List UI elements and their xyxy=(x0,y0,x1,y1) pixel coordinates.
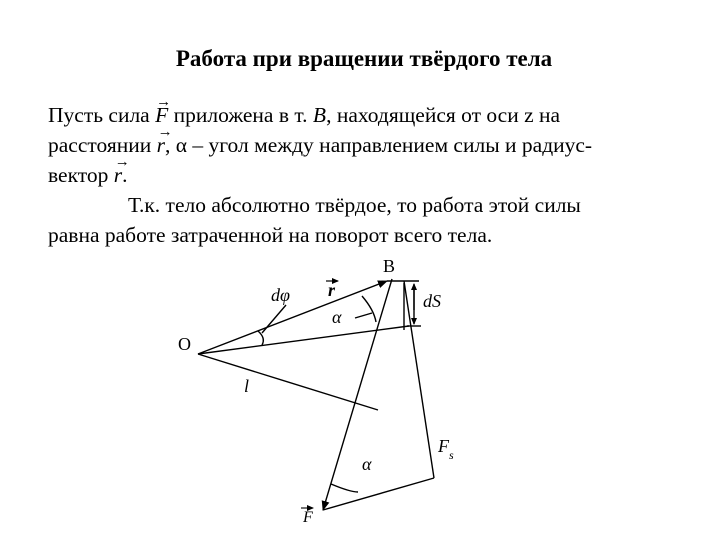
svg-text:F: F xyxy=(303,509,313,526)
radius-vector-symbol: → r xyxy=(157,130,165,160)
lever-arm-label: l xyxy=(244,376,250,396)
point-b-symbol: B xyxy=(312,103,327,127)
text-fragment: , находящейся от оси z на xyxy=(326,103,561,127)
point-o-label: O xyxy=(178,334,191,354)
point-b-label: B xyxy=(383,256,396,276)
slide-title: Работа при вращении твёрдого тела xyxy=(175,46,553,71)
svg-text:F: F xyxy=(438,436,449,456)
text-fragment: , α – угол между направлением силы и радиус- xyxy=(165,133,593,157)
dphi-label: dφ xyxy=(271,285,290,305)
svg-text:s: s xyxy=(449,448,454,462)
text-fragment: вектор xyxy=(48,163,114,187)
text-fragment: приложена в т. xyxy=(168,103,313,127)
alpha-bottom-label: α xyxy=(362,454,372,474)
radius-vector-symbol: → r xyxy=(114,160,122,190)
tangent-force-label xyxy=(437,436,454,462)
ds-label: dS xyxy=(423,291,441,311)
svg-text:r: r xyxy=(328,280,336,300)
force-vector-label xyxy=(301,508,313,526)
text-fragment: расстоянии xyxy=(48,133,157,157)
projection-line xyxy=(323,478,434,510)
text-line-4: Т.к. тело абсолютно твёрдое, то работа этой силы xyxy=(128,193,581,217)
text-fragment: Пусть сила xyxy=(48,103,156,127)
radius-vector-label xyxy=(326,280,338,300)
lever-arm-line xyxy=(198,354,378,410)
text-line-5: равна работе затраченной на поворот всего тела. xyxy=(48,223,493,247)
dphi-pointer xyxy=(262,305,286,333)
alpha-top-angle-arc xyxy=(362,296,376,322)
force-vector-symbol: → F xyxy=(155,100,168,130)
alpha-top-pointer xyxy=(355,313,372,318)
text-fragment: . xyxy=(122,163,128,187)
alpha-top-label: α xyxy=(332,307,342,327)
alpha-bottom-angle-arc xyxy=(331,484,358,492)
